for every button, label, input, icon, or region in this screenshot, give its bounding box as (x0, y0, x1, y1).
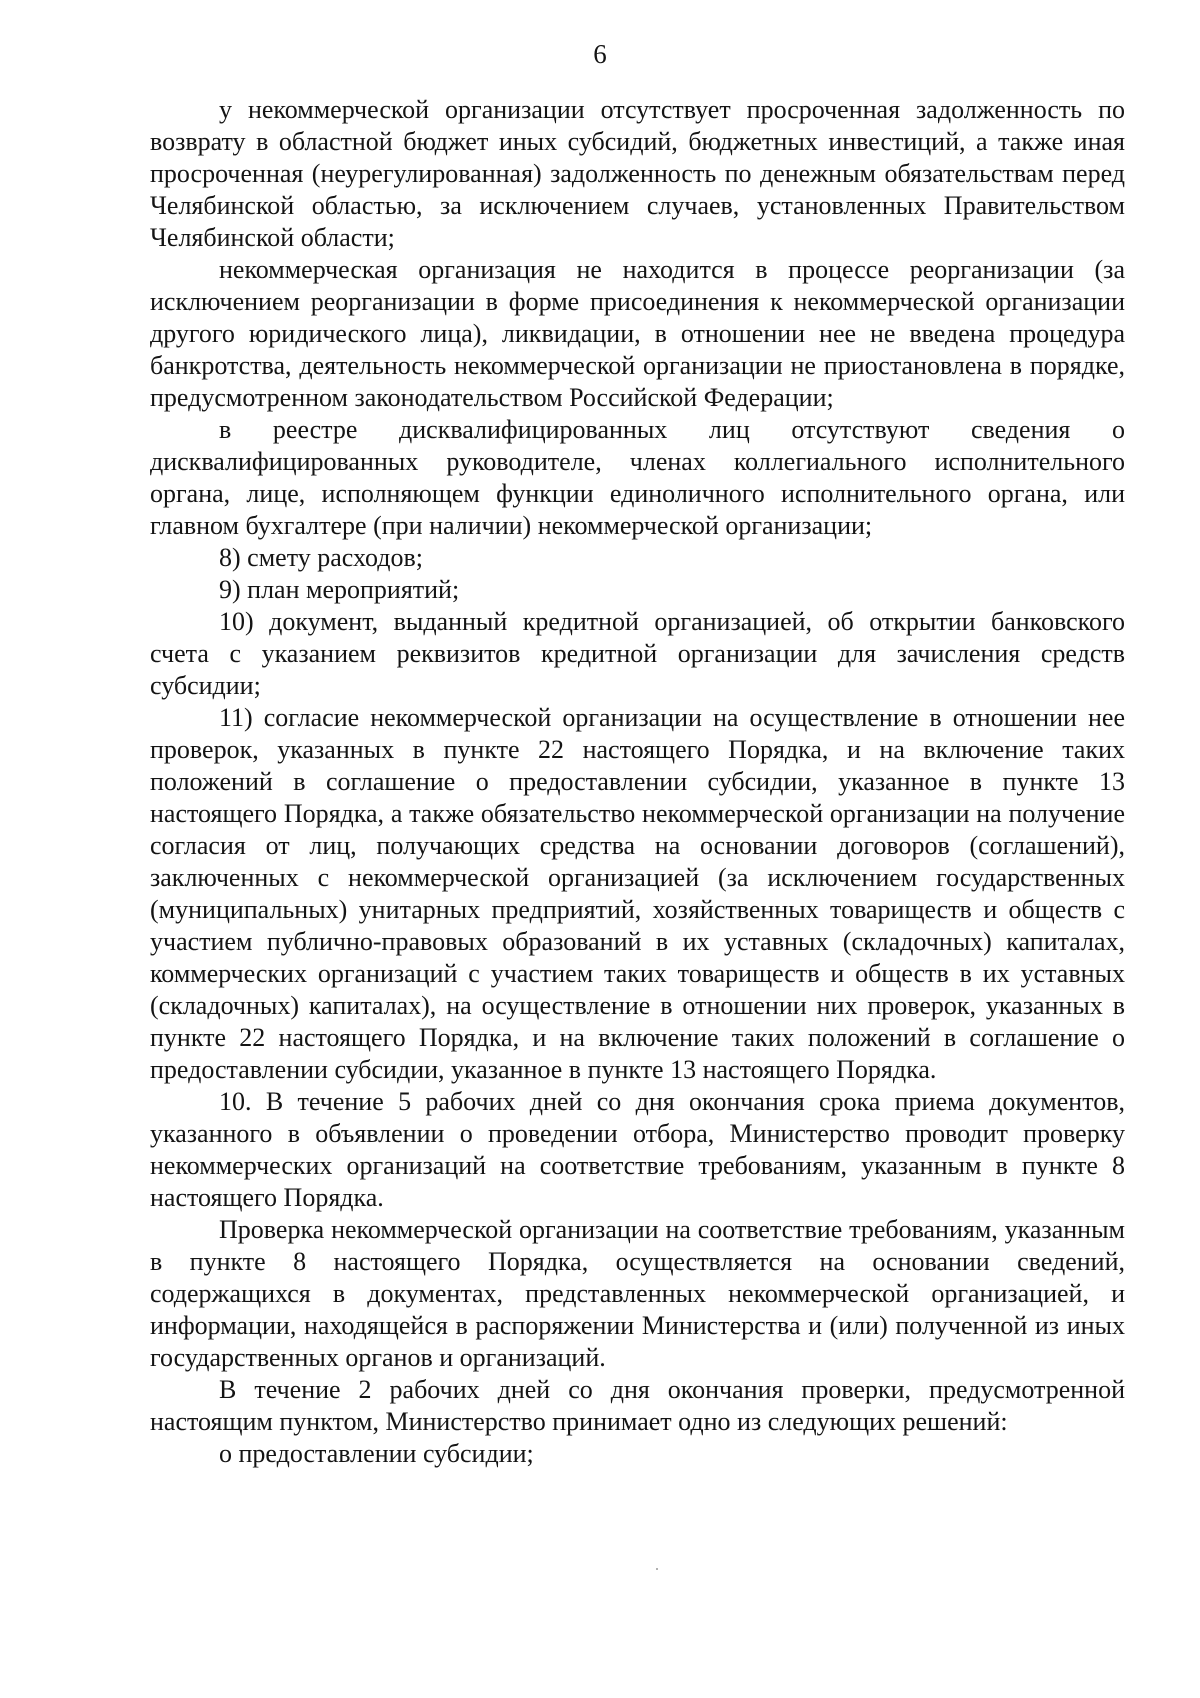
list-item-9-action-plan: 9) план мероприятий; (219, 575, 460, 604)
scan-speck (656, 1568, 658, 1570)
list-item-11-consent: 11) согласие некоммерческой организации на осуществление в отношении нее проверок, указанных в пункте 22 настоящего Порядка, и на включение таких положений в соглашение о предоставлении субсидии, указанное в пункте 13 настоящего Порядка, а также обязательство некоммерческой организации на получение согласия от лиц, получающих средства на основании договоров (соглашений), заключенных с некоммерческой организацией (за исключением государственных (муниципальных) унитарных предприятий, хозяйственных товариществ и обществ с участием публично-правовых образований в их уставных (складочных) капиталах, коммерческих организаций с участием таких товариществ и обществ в их уставных (складочных) капиталах), на осуществление в отношении них проверок, указанных в пункте 22 настоящего Порядка, и на включение таких положений в соглашение о предоставлении субсидии, указанное в пункте 13 настоящего Порядка. (150, 703, 1125, 1084)
list-item-8-cost-estimate: 8) смету расходов; (219, 543, 423, 572)
document-body (150, 94, 1125, 1470)
list-item-10-bank-document: 10) документ, выданный кредитной организацией, об открытии банковского счета с указанием реквизитов кредитной организации для зачисления средств субсидии; (150, 607, 1125, 700)
paragraph-disqualified-registry: в реестре дисквалифицированных лиц отсутствуют сведения о дисквалифицированных руководителе, членах коллегиального исполнительного органа, лице, исполняющем функции единоличного исполнительного органа, или главном бухгалтере (при наличии) некоммерческой организации; (150, 415, 1125, 540)
paragraph-no-overdue-debt: у некоммерческой организации отсутствует просроченная задолженность по возврату в областной бюджет иных субсидий, бюджетных инвестиций, а также иная просроченная (неурегулированная) задолженность по денежным обязательствам перед Челябинской областью, за исключением случаев, установленных Правительством Челябинской области; (150, 95, 1125, 252)
paragraph-decision-deadline: В течение 2 рабочих дней со дня окончания проверки, предусмотренной настоящим пунктом, Министерство принимает одно из следующих решений: (150, 1375, 1125, 1436)
paragraph-grant-decision: о предоставлении субсидии; (219, 1439, 534, 1468)
paragraph-no-reorganization: некоммерческая организация не находится в процессе реорганизации (за исключением реорганизации в форме присоединения к некоммерческой организации другого юридического лица), ликвидации, в отношении нее не введена процедура банкротства, деятельность некоммерческой организации не приостановлена в порядке, предусмотренном законодательством Российской Федерации; (150, 255, 1125, 412)
paragraph-verification-basis: Проверка некоммерческой организации на соответствие требованиям, указанным в пункте 8 настоящего Порядка, осуществляется на основании сведений, содержащихся в документах, представленных некоммерческой организацией, и информации, находящейся в распоряжении Министерства и (или) полученной из иных государственных органов и организаций. (150, 1215, 1125, 1372)
page-number: 6 (593, 39, 607, 69)
clause-10-verification: 10. В течение 5 рабочих дней со дня окончания срока приема документов, указанного в объявлении о проведении отбора, Министерство проводит проверку некоммерческих организаций на соответствие требованиям, указанным в пункте 8 настоящего Порядка. (150, 1087, 1125, 1212)
